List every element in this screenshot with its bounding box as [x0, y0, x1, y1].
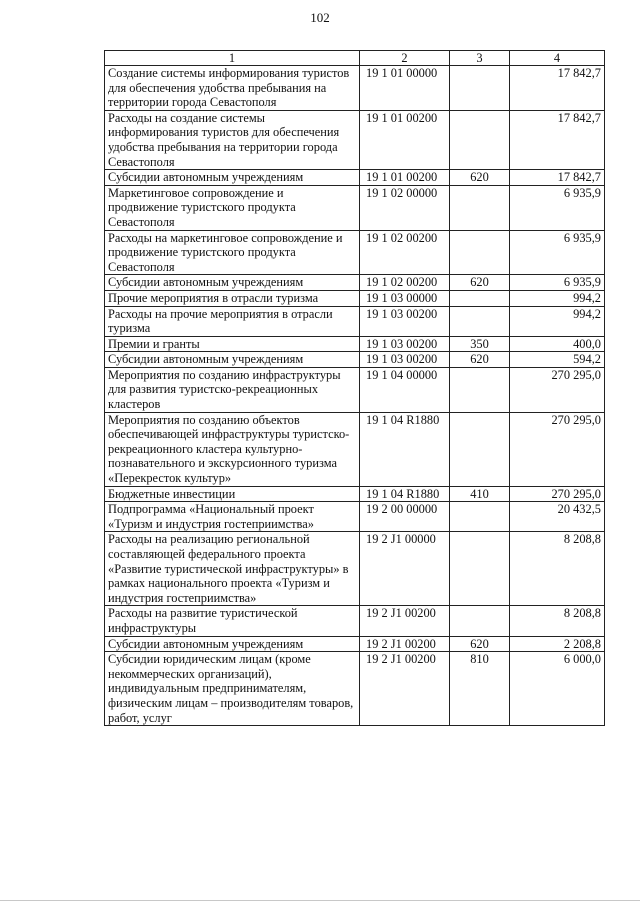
column-header-code: 2 — [360, 51, 450, 66]
table-row — [105, 532, 605, 606]
cell-amount: 17 842,7 — [510, 110, 605, 169]
cell-name: Мероприятия по созданию инфраструктуры для развития туристско-рекреационных кластеров — [105, 367, 360, 412]
cell-code: 19 2 J1 00200 — [360, 606, 450, 636]
cell-name: Расходы на создание системы информирования туристов для обеспечения удобства пребывания на территории города Севастополя — [105, 110, 360, 169]
budget-table — [104, 50, 605, 726]
table-row — [105, 230, 605, 275]
cell-code: 19 1 02 00000 — [360, 185, 450, 230]
column-header-amount: 4 — [510, 51, 605, 66]
cell-name: Премии и гранты — [105, 336, 360, 352]
cell-code: 19 1 01 00200 — [360, 170, 450, 186]
cell-amount: 2 208,8 — [510, 636, 605, 652]
cell-code: 19 1 01 00000 — [360, 66, 450, 111]
cell-amount: 8 208,8 — [510, 606, 605, 636]
table-row — [105, 275, 605, 291]
cell-code: 19 2 00 00000 — [360, 502, 450, 532]
cell-amount: 270 295,0 — [510, 412, 605, 486]
table-row — [105, 412, 605, 486]
cell-type: 620 — [450, 636, 510, 652]
cell-name: Субсидии автономным учреждениям — [105, 275, 360, 291]
table-row — [105, 652, 605, 726]
cell-code: 19 1 02 00200 — [360, 230, 450, 275]
cell-amount: 8 208,8 — [510, 532, 605, 606]
cell-name: Расходы на маркетинговое сопровождение и продвижение туристского продукта Севастополя — [105, 230, 360, 275]
cell-type — [450, 66, 510, 111]
cell-amount: 17 842,7 — [510, 170, 605, 186]
table-row — [105, 606, 605, 636]
cell-amount: 270 295,0 — [510, 367, 605, 412]
cell-type: 810 — [450, 652, 510, 726]
cell-amount: 400,0 — [510, 336, 605, 352]
cell-type — [450, 532, 510, 606]
cell-code: 19 1 04 R1880 — [360, 412, 450, 486]
cell-type — [450, 306, 510, 336]
cell-amount: 270 295,0 — [510, 486, 605, 502]
cell-amount: 6 935,9 — [510, 185, 605, 230]
cell-type: 620 — [450, 275, 510, 291]
header-row — [105, 51, 605, 66]
cell-amount: 6 935,9 — [510, 230, 605, 275]
cell-code: 19 1 04 R1880 — [360, 486, 450, 502]
table-row — [105, 185, 605, 230]
cell-code: 19 1 03 00000 — [360, 290, 450, 306]
cell-name: Субсидии автономным учреждениям — [105, 170, 360, 186]
page-number: 102 — [310, 10, 330, 25]
cell-type: 410 — [450, 486, 510, 502]
table-row — [105, 290, 605, 306]
cell-code: 19 2 J1 00000 — [360, 532, 450, 606]
cell-name: Расходы на реализацию региональной составляющей федерального проекта «Развитие туристической инфраструктуры» в рамках национального проекта «Туризм и индустрия гостеприимства» — [105, 532, 360, 606]
cell-amount: 20 432,5 — [510, 502, 605, 532]
cell-type: 620 — [450, 352, 510, 368]
table-row — [105, 486, 605, 502]
cell-amount: 6 000,0 — [510, 652, 605, 726]
cell-amount: 594,2 — [510, 352, 605, 368]
table-row — [105, 306, 605, 336]
cell-code: 19 1 03 00200 — [360, 352, 450, 368]
column-header-type: 3 — [450, 51, 510, 66]
cell-type — [450, 185, 510, 230]
column-header-name: 1 — [105, 51, 360, 66]
cell-name: Расходы на развитие туристической инфраструктуры — [105, 606, 360, 636]
cell-code: 19 1 03 00200 — [360, 336, 450, 352]
cell-code: 19 1 02 00200 — [360, 275, 450, 291]
table-row — [105, 170, 605, 186]
cell-name: Прочие мероприятия в отрасли туризма — [105, 290, 360, 306]
cell-name: Расходы на прочие мероприятия в отрасли туризма — [105, 306, 360, 336]
bottom-rule — [0, 900, 640, 901]
cell-type: 350 — [450, 336, 510, 352]
cell-type — [450, 367, 510, 412]
cell-name: Подпрограмма «Национальный проект «Туризм и индустрия гостеприимства» — [105, 502, 360, 532]
cell-type — [450, 412, 510, 486]
cell-name: Мероприятия по созданию объектов обеспечивающей инфраструктуры туристско-рекреационного кластера культурно-познавательного и экскурсионного туризма «Перекресток культур» — [105, 412, 360, 486]
table-row — [105, 110, 605, 169]
table-header — [105, 51, 605, 66]
table-row — [105, 66, 605, 111]
cell-code: 19 1 04 00000 — [360, 367, 450, 412]
cell-type — [450, 606, 510, 636]
cell-type — [450, 110, 510, 169]
cell-type — [450, 290, 510, 306]
table-row — [105, 336, 605, 352]
table-row — [105, 636, 605, 652]
cell-code: 19 2 J1 00200 — [360, 636, 450, 652]
cell-name: Бюджетные инвестиции — [105, 486, 360, 502]
cell-name: Субсидии автономным учреждениям — [105, 636, 360, 652]
cell-type — [450, 230, 510, 275]
cell-amount: 994,2 — [510, 306, 605, 336]
cell-name: Маркетинговое сопровождение и продвижение туристского продукта Севастополя — [105, 185, 360, 230]
table-row — [105, 502, 605, 532]
cell-name: Создание системы информирования туристов для обеспечения удобства пребывания на территории города Севастополя — [105, 66, 360, 111]
table-row — [105, 367, 605, 412]
cell-amount: 994,2 — [510, 290, 605, 306]
cell-code: 19 2 J1 00200 — [360, 652, 450, 726]
cell-name: Субсидии автономным учреждениям — [105, 352, 360, 368]
table-body — [105, 66, 605, 726]
cell-name: Субсидии юридическим лицам (кроме некоммерческих организаций), индивидуальным предпринимателям, физическим лицам – производителям товаров, работ, услуг — [105, 652, 360, 726]
cell-type — [450, 502, 510, 532]
cell-amount: 6 935,9 — [510, 275, 605, 291]
cell-amount: 17 842,7 — [510, 66, 605, 111]
cell-type: 620 — [450, 170, 510, 186]
cell-code: 19 1 03 00200 — [360, 306, 450, 336]
cell-code: 19 1 01 00200 — [360, 110, 450, 169]
table-row — [105, 352, 605, 368]
